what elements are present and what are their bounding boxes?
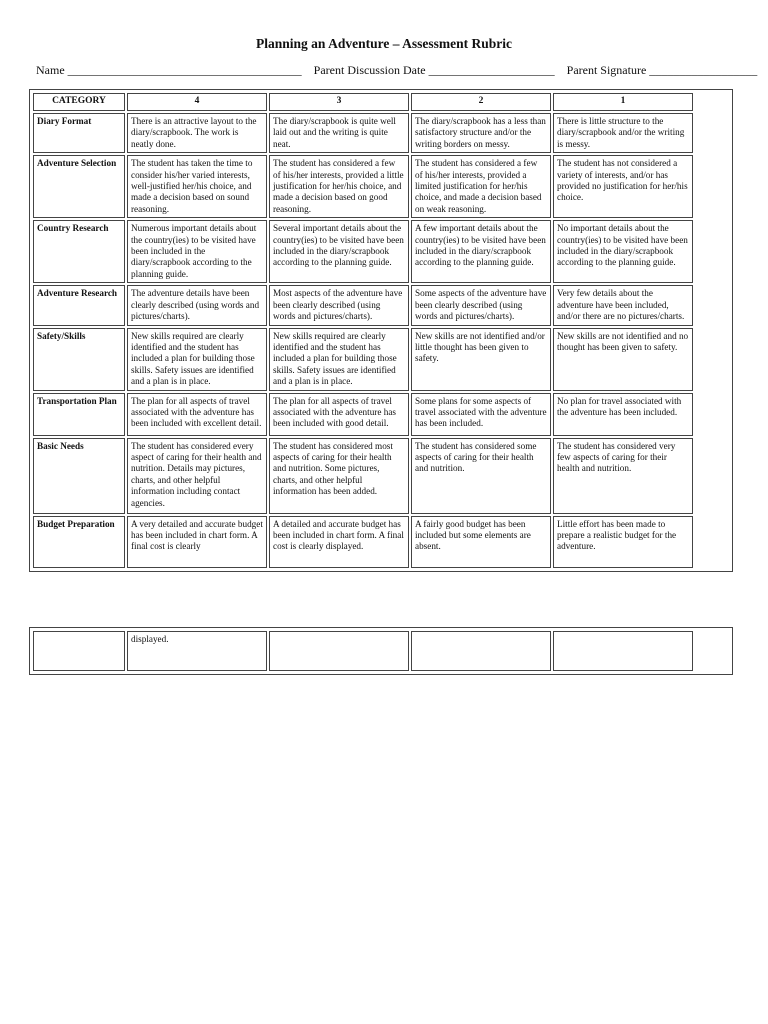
category-cell: Diary Format [33, 113, 125, 153]
criteria-cell: New skills required are clearly identified and the student has included a plan for building those skills. Safety issues are identified and a plan is in place. [127, 328, 267, 391]
table-row [33, 285, 693, 325]
category-cell: Transportation Plan [33, 393, 125, 436]
parent-discussion-date-label: Parent Discussion Date [313, 63, 426, 77]
criteria-cell: No plan for travel associated with the adventure has been included. [553, 393, 693, 436]
criteria-cell: The adventure details have been clearly described (using words and pictures/charts). [127, 285, 267, 325]
category-cell: Safety/Skills [33, 328, 125, 391]
criteria-cell [269, 631, 409, 671]
criteria-cell: displayed. [127, 631, 267, 671]
table-row [33, 631, 693, 671]
criteria-cell [411, 631, 551, 671]
criteria-cell: Little effort has been made to prepare a realistic budget for the adventure. [553, 516, 693, 568]
criteria-cell: There is little structure to the diary/scrapbook and/or the writing is messy. [553, 113, 693, 153]
column-header: 3 [269, 93, 409, 111]
criteria-cell: A very detailed and accurate budget has been included in chart form. A final cost is clearly [127, 516, 267, 568]
criteria-cell: New skills are not identified and/or little thought has been given to safety. [411, 328, 551, 391]
category-cell [33, 631, 125, 671]
criteria-cell: New skills are not identified and no thought has been given to safety. [553, 328, 693, 391]
criteria-cell: Very few details about the adventure have been included, and/or there are no pictures/charts. [553, 285, 693, 325]
criteria-cell: The diary/scrapbook is quite well laid out and the writing is quite neat. [269, 113, 409, 153]
criteria-cell: Most aspects of the adventure have been clearly described (using words and pictures/charts). [269, 285, 409, 325]
name-label: Name [36, 63, 65, 77]
criteria-cell: Several important details about the country(ies) to be visited have been included in the diary/scrapbook according to the planning guide. [269, 220, 409, 283]
criteria-cell: No important details about the country(ies) to be visited have been included in the diary/scrapbook according to the planning guide. [553, 220, 693, 283]
column-header: CATEGORY [33, 93, 125, 111]
rubric-continuation-table [31, 629, 695, 673]
criteria-cell: A few important details about the country(ies) to be visited have been included in the diary/scrapbook according to the planning guide. [411, 220, 551, 283]
column-header: 1 [553, 93, 693, 111]
category-cell: Adventure Selection [33, 155, 125, 218]
header-fields [36, 63, 758, 78]
criteria-cell: The student has considered some aspects of caring for their health and nutrition. [411, 438, 551, 514]
criteria-cell: Some plans for some aspects of travel associated with the adventure has been included. [411, 393, 551, 436]
criteria-cell: New skills required are clearly identified and the student has included a plan for building those skills. Safety issues are identified and a plan is in place. [269, 328, 409, 391]
criteria-cell: A fairly good budget has been included but some elements are absent. [411, 516, 551, 568]
criteria-cell: The diary/scrapbook has a less than satisfactory structure and/or the writing borders on messy. [411, 113, 551, 153]
criteria-cell: There is an attractive layout to the diary/scrapbook. The work is neatly done. [127, 113, 267, 153]
rubric-table-frame [29, 89, 733, 572]
category-cell: Adventure Research [33, 285, 125, 325]
rubric-table [31, 91, 695, 570]
criteria-cell [553, 631, 693, 671]
category-cell: Basic Needs [33, 438, 125, 514]
criteria-cell: The plan for all aspects of travel associated with the adventure has been included with good detail. [269, 393, 409, 436]
parent-signature-label: Parent Signature [566, 63, 647, 77]
criteria-cell: A detailed and accurate budget has been included in chart form. A final cost is clearly displayed. [269, 516, 409, 568]
table-header-row [33, 93, 693, 111]
table-row [33, 328, 693, 391]
criteria-cell: The student has considered most aspects of caring for their health and nutrition. Some pictures, charts, and other helpful information has been added. [269, 438, 409, 514]
criteria-cell: The student has considered a few of his/her interests, provided a limited justification for her/his choice, and made a decision based on weak reasoning. [411, 155, 551, 218]
parent-signature-line: __________________ [649, 63, 758, 77]
criteria-cell: The student has considered a few of his/her interests, provided a little justification for her/his choice, and made a decision based on good reasoning. [269, 155, 409, 218]
criteria-cell: Numerous important details about the country(ies) to be visited have been included in the diary/scrapbook according to the planning guide. [127, 220, 267, 283]
page-title: Planning an Adventure – Assessment Rubric [256, 36, 512, 51]
column-header: 4 [127, 93, 267, 111]
category-cell: Budget Preparation [33, 516, 125, 568]
rubric-continuation-frame [29, 627, 733, 675]
table-row [33, 438, 693, 514]
table-row [33, 516, 693, 568]
category-cell: Country Research [33, 220, 125, 283]
criteria-cell: The student has taken the time to consider his/her varied interests, well-justified her/his choice, and made a decision based on sound reasoning. [127, 155, 267, 218]
table-row [33, 220, 693, 283]
table-row [33, 393, 693, 436]
name-line: _______________________________________ [67, 63, 302, 77]
column-header: 2 [411, 93, 551, 111]
criteria-cell: Some aspects of the adventure have been clearly described (using words and pictures/charts). [411, 285, 551, 325]
criteria-cell: The student has not considered a variety of interests, and/or has provided no justification for her/his choice. [553, 155, 693, 218]
table-row [33, 155, 693, 218]
criteria-cell: The student has considered every aspect of caring for their health and nutrition. Details may pictures, charts, and other helpful information including contact agencies. [127, 438, 267, 514]
criteria-cell: The plan for all aspects of travel associated with the adventure has been included with excellent detail. [127, 393, 267, 436]
criteria-cell: The student has considered very few aspects of caring for their health and nutrition. [553, 438, 693, 514]
parent-discussion-date-line: _____________________ [428, 63, 555, 77]
table-row [33, 113, 693, 153]
